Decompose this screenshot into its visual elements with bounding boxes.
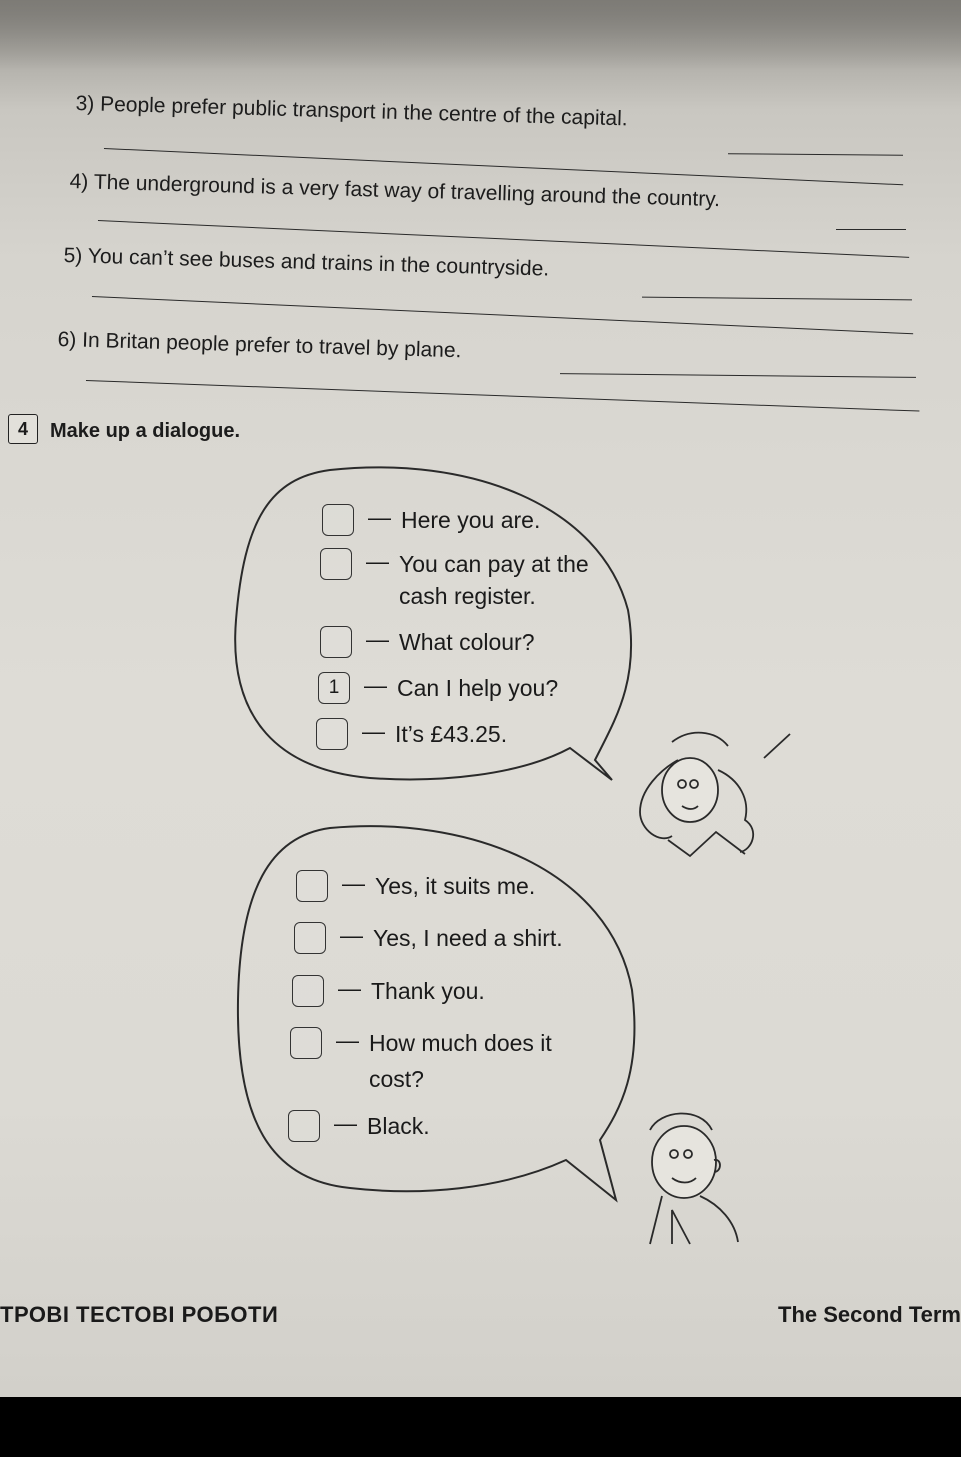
dash: — — [366, 626, 389, 652]
footer-term: The Second Term — [778, 1302, 961, 1327]
order-box[interactable] — [296, 870, 328, 902]
dialogue-line-8 — [292, 975, 485, 1007]
order-box[interactable]: 1 — [318, 672, 350, 704]
order-box[interactable] — [294, 922, 326, 954]
shop-assistant-icon — [640, 733, 790, 856]
line-text: It’s £43.25. — [395, 721, 508, 747]
order-box[interactable] — [290, 1027, 322, 1059]
line-text: Thank you. — [371, 978, 485, 1004]
dialogue-line-2 — [320, 548, 589, 612]
line-text: What colour? — [399, 629, 535, 655]
line-text: Black. — [367, 1113, 430, 1139]
dash: — — [342, 870, 365, 896]
line-text-continued: cash register. — [399, 583, 536, 609]
order-box[interactable] — [322, 504, 354, 536]
line-text: Yes, it suits me. — [375, 873, 536, 899]
dash: — — [364, 672, 387, 698]
dash: — — [336, 1027, 359, 1053]
line-text: Can I help you? — [397, 675, 559, 701]
customer-boy-icon — [650, 1113, 738, 1244]
statement-3: 3) People prefer public transport in the centre of the capital. — [75, 92, 628, 131]
dash: — — [366, 548, 389, 574]
order-box[interactable] — [288, 1110, 320, 1142]
line-text: Yes, I need a shirt. — [373, 925, 563, 951]
line-text: You can pay at the — [399, 551, 589, 577]
dash: — — [362, 718, 385, 744]
line-text: How much does it — [369, 1030, 552, 1056]
dialogue-line-1 — [322, 504, 540, 536]
statement-4: 4) The underground is a very fast way of travelling around the country. — [69, 170, 721, 212]
exercise-title: Make up a dialogue. — [50, 420, 241, 442]
statement-5: 5) You can’t see buses and trains in the countryside. — [63, 244, 550, 281]
order-box[interactable] — [292, 975, 324, 1007]
order-box[interactable] — [316, 718, 348, 750]
dialogue-line-7 — [294, 922, 563, 954]
dash: — — [340, 922, 363, 948]
exercise-number: 4 — [8, 414, 38, 444]
footer-section-title: ТРОВІ ТЕСТОВІ РОБОТИ — [0, 1302, 279, 1327]
order-box[interactable] — [320, 548, 352, 580]
line-text-continued: cost? — [369, 1066, 424, 1092]
dialogue-line-3 — [320, 626, 535, 658]
dialogue-line-10 — [288, 1110, 430, 1142]
dialogue-line-6 — [296, 870, 535, 902]
dash: — — [334, 1110, 357, 1136]
order-box[interactable] — [320, 626, 352, 658]
dash: — — [338, 975, 361, 1001]
dialogue-line-9 — [290, 1027, 552, 1095]
dialogue-line-5 — [316, 718, 507, 750]
statement-6: 6) In Britan people prefer to travel by plane. — [57, 328, 462, 363]
dash: — — [368, 504, 391, 530]
line-text: Here you are. — [401, 507, 541, 533]
dialogue-line-4 — [318, 672, 558, 704]
